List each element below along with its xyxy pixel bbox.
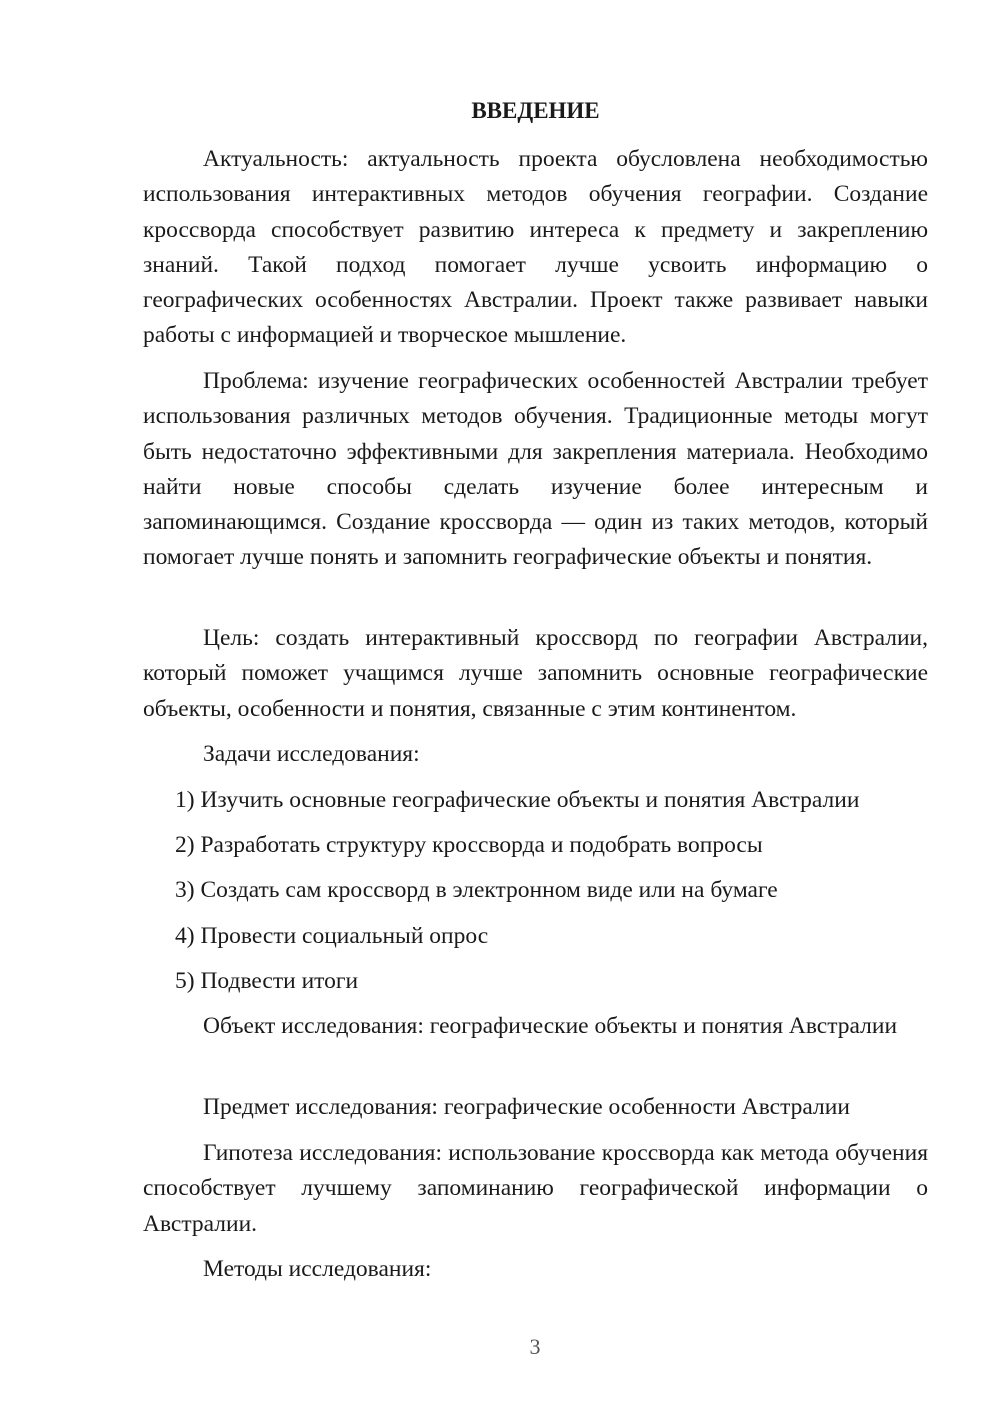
tasks-list-item-5 <box>143 964 928 999</box>
paragraph-goal: Цель: создать интерактивный кроссворд по географии Австралии, который поможет учащимся лучше запомнить основные географические объекты, особенности и понятия, связанные с этим континентом. <box>143 625 928 722</box>
list-item: 1) Изучить основные географические объекты и понятия Австралии <box>175 787 860 813</box>
tasks-list-item-4 <box>143 919 928 954</box>
page-number: 3 <box>529 1334 541 1359</box>
tasks-list-item-3 <box>143 873 928 908</box>
tasks-list-item-1 <box>143 783 928 818</box>
paragraph-object: Объект исследования: географические объекты и понятия Австралии <box>203 1013 898 1039</box>
section-object <box>143 1009 928 1044</box>
section-methods-heading <box>143 1252 928 1287</box>
paragraph-relevance: Актуальность: актуальность проекта обусловлена необходимостью использования интерактивных методов обучения географии. Создание кроссворда способствует развитию интереса к предмету и закреплению знаний. Такой подход помогает лучше усвоить информацию о географических особенностях Австралии. Проект также развивает навыки работы с информацией и творческое мышление. <box>143 146 928 349</box>
paragraph-hypothesis: Гипотеза исследования: использование кроссворда как метода обучения способствует лучшему запоминанию географической информации о Австралии. <box>143 1140 928 1237</box>
section-problem <box>143 364 928 576</box>
section-relevance <box>143 142 928 354</box>
tasks-list-item-2 <box>143 828 928 863</box>
section-hypothesis <box>143 1136 928 1242</box>
paragraph-subject: Предмет исследования: географические особенности Австралии <box>203 1094 850 1120</box>
section-subject <box>143 1090 928 1125</box>
list-item: 3) Создать сам кроссворд в электронном виде или на бумаге <box>175 877 778 903</box>
page-title: ВВЕДЕНИЕ <box>471 98 600 123</box>
paragraph-tasks-heading: Задачи исследования: <box>203 741 420 767</box>
list-item: 4) Провести социальный опрос <box>175 923 489 949</box>
section-tasks-heading <box>143 737 928 772</box>
section-goal <box>143 621 928 727</box>
paragraph-problem: Проблема: изучение географических особенностей Австралии требует использования различных методов обучения. Традиционные методы могут быть недостаточно эффективными для закрепления материала. Необходимо найти новые способы сделать изучение более интересным и запоминающимся. Создание кроссворда — один из таких методов, который помогает лучше понять и запомнить географические объекты и понятия. <box>143 368 928 571</box>
list-item: 5) Подвести итоги <box>175 968 359 994</box>
paragraph-methods-heading: Методы исследования: <box>203 1256 432 1282</box>
list-item: 2) Разработать структуру кроссворда и подобрать вопросы <box>175 832 763 858</box>
